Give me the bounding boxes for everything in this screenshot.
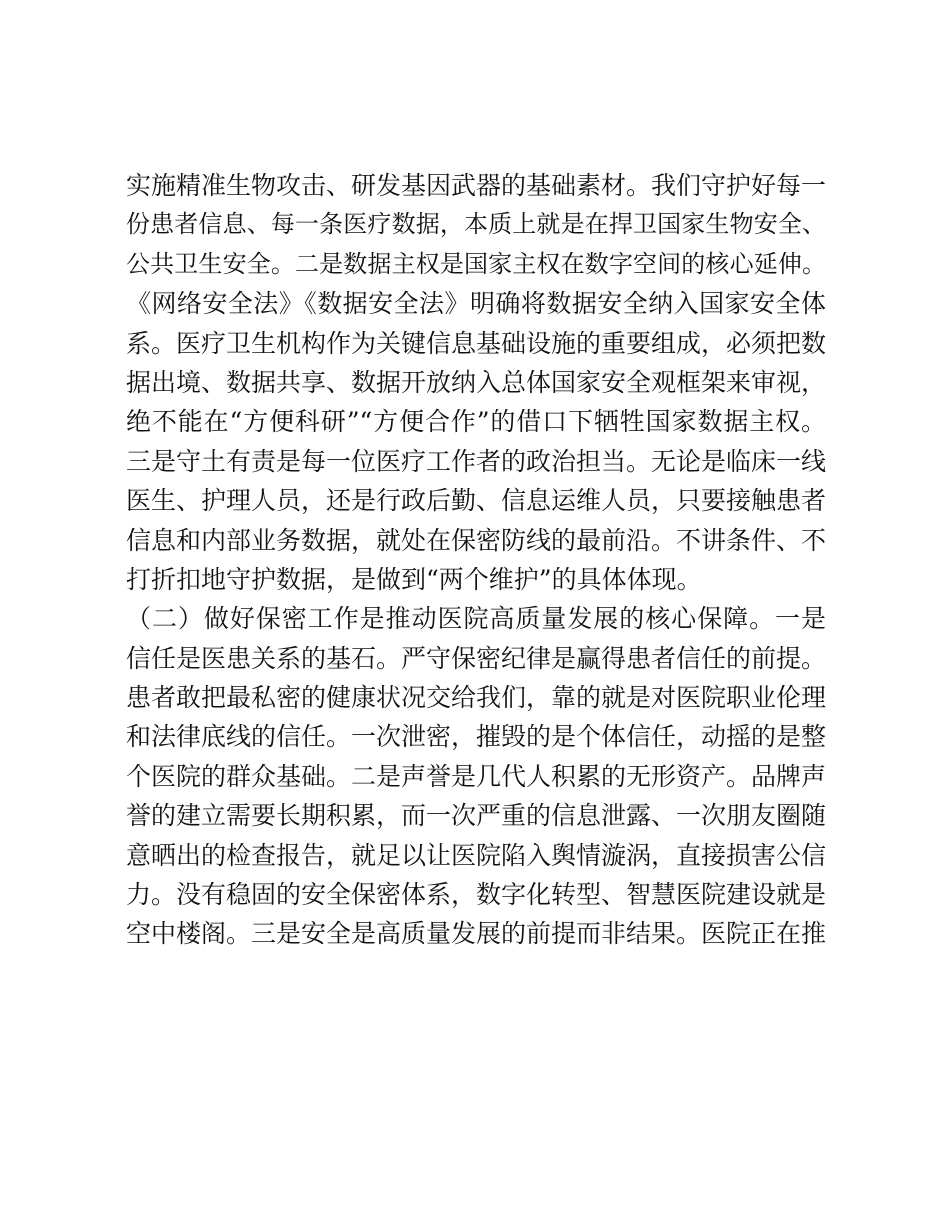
text-line: 患者敢把最私密的健康状况交给我们，靠的就是对医院职业伦理 [126,683,827,713]
text-line: 和法律底线的信任。一次泄密，摧毁的是个体信任，动摇的是整 [126,722,827,752]
text-line: 医生、护理人员，还是行政后勤、信息运维人员，只要接触患者 [126,486,827,516]
text-line: 打折扣地守护数据，是做到“两个维护”的具体体现。 [126,564,702,594]
text-line: 实施精准生物攻击、研发基因武器的基础素材。我们守护好每一 [126,171,827,200]
text-line: 誉的建立需要长期积累，而一次严重的信息泄露、一次朋友圈随 [126,801,827,831]
text-line: 公共卫生安全。二是数据主权是国家主权在数字空间的核心延伸。 [126,249,826,278]
text-line: 力。没有稳固的安全保密体系，数字化转型、智慧医院建设就是 [126,880,827,910]
text-line: （二）做好保密工作是推动医院高质量发展的核心保障。一是 [126,604,826,634]
text-line: 信任是医患关系的基石。严守保密纪律是赢得患者信任的前提。 [126,643,827,673]
text-line: 份患者信息、每一条医疗数据，本质上就是在捍卫国家生物安全、 [126,210,826,239]
text-line: 《网络安全法》《数据安全法》明确将数据安全纳入国家安全体 [126,289,826,319]
text-line: 意晒出的检查报告，就足以让医院陷入舆情漩涡，直接损害公信 [126,840,827,870]
text-line: 系。医疗卫生机构作为关键信息基础设施的重要组成，必须把数 [126,328,827,358]
text-line: 个医院的群众基础。二是声誉是几代人积累的无形资产。品牌声 [126,761,827,791]
text-line: 信息和内部业务数据，就处在保密防线的最前沿。不讲条件、不 [126,525,827,555]
text-line: 三是守土有责是每一位医疗工作者的政治担当。无论是临床一线 [126,446,827,476]
text-line: 据出境、数据共享、数据开放纳入总体国家安全观框架来审视， [126,367,827,397]
text-line: 绝不能在“方便科研”“方便合作”的借口下牺牲国家数据主权。 [126,407,826,437]
body-text [126,166,826,954]
text-line: 空中楼阁。三是安全是高质量发展的前提而非结果。医院正在推 [126,919,827,949]
